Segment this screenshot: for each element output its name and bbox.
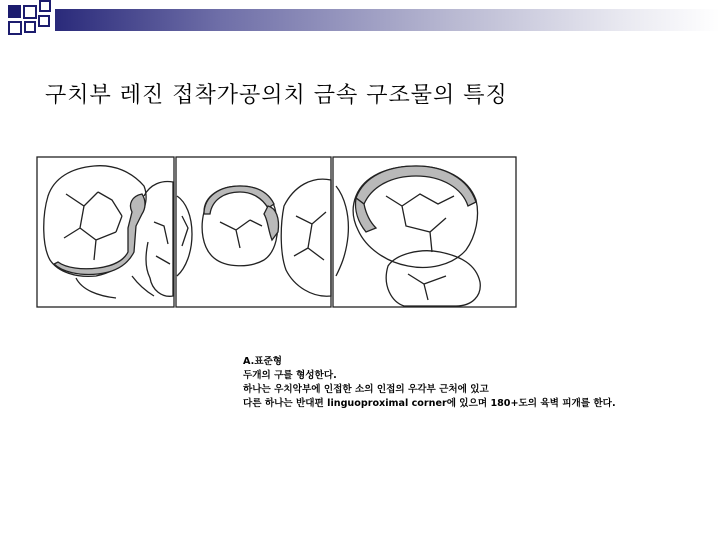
header-square-2	[23, 5, 37, 19]
header-square-3	[39, 0, 51, 12]
header-square-1	[8, 5, 21, 18]
header-gradient-bar	[55, 9, 720, 31]
tooth-figure	[36, 156, 517, 308]
header-square-4	[8, 21, 22, 35]
caption-line-2: 두개의 구를 형성한다.	[243, 370, 337, 381]
header-square-5	[24, 21, 36, 33]
caption-block	[243, 355, 616, 411]
caption-line-3: 하나는 우치악부에 인접한 소의 인접의 우각부 근처에 있고	[243, 384, 489, 395]
figure-panel-2	[176, 157, 331, 307]
figure-panel-1	[37, 157, 174, 307]
caption-line-1: A.표준형	[243, 356, 283, 367]
header-square-6	[38, 15, 50, 27]
caption-line-4: 다른 하나는 반대편 linguoproximal corner에 있으며 180+도의 육벽 피개를 한다.	[243, 398, 616, 409]
slide-title: 구치부 레진 접착가공의치 금속 구조물의 특징	[45, 83, 508, 108]
